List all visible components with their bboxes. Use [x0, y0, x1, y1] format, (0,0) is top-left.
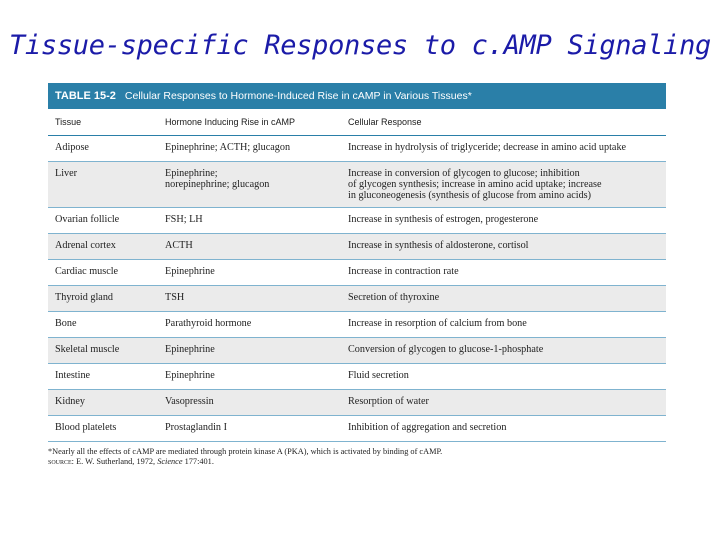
cell-response: Inhibition of aggregation and secretion — [341, 416, 666, 442]
column-header-response: Cellular Response — [341, 109, 666, 136]
data-table — [48, 83, 666, 467]
cell-response: Increase in hydrolysis of triglyceride; decrease in amino acid uptake — [341, 136, 666, 162]
cell-tissue: Bone — [48, 312, 158, 338]
source-ref: 177:401. — [184, 457, 214, 466]
cell-tissue: Kidney — [48, 390, 158, 416]
header-row — [48, 109, 666, 136]
cell-hormone: Parathyroid hormone — [158, 312, 341, 338]
table-row — [48, 312, 666, 338]
cell-tissue: Cardiac muscle — [48, 260, 158, 286]
table-row — [48, 416, 666, 442]
cell-response: Increase in synthesis of estrogen, progesterone — [341, 208, 666, 234]
column-header-hormone: Hormone Inducing Rise in cAMP — [158, 109, 341, 136]
cell-hormone: Epinephrine; norepinephrine; glucagon — [158, 162, 341, 208]
cell-tissue: Ovarian follicle — [48, 208, 158, 234]
table-number: TABLE 15-2 — [55, 90, 116, 102]
table-row — [48, 260, 666, 286]
table-row — [48, 364, 666, 390]
cell-hormone: ACTH — [158, 234, 341, 260]
source-line — [48, 457, 666, 467]
source-journal: Science — [157, 457, 183, 466]
cell-hormone: Epinephrine — [158, 338, 341, 364]
cell-tissue: Blood platelets — [48, 416, 158, 442]
source-author: E. W. Sutherland, 1972, — [76, 457, 156, 466]
cell-response: Increase in contraction rate — [341, 260, 666, 286]
cell-response: Increase in conversion of glycogen to glucose; inhibition of glycogen synthesis; increase in amino acid uptake; increase in gluconeogenesis (synthesis of glucose from amino acids) — [341, 162, 666, 208]
cell-response: Fluid secretion — [341, 364, 666, 390]
cell-response: Increase in resorption of calcium from bone — [341, 312, 666, 338]
column-header-tissue: Tissue — [48, 109, 158, 136]
cell-tissue: Adrenal cortex — [48, 234, 158, 260]
cell-response: Resorption of water — [341, 390, 666, 416]
table-row — [48, 162, 666, 208]
cell-hormone: TSH — [158, 286, 341, 312]
cell-hormone: Epinephrine — [158, 364, 341, 390]
table-row — [48, 136, 666, 162]
cell-hormone: Epinephrine; ACTH; glucagon — [158, 136, 341, 162]
cell-response: Secretion of thyroxine — [341, 286, 666, 312]
cell-hormone: FSH; LH — [158, 208, 341, 234]
slide-title: Tissue-specific Responses to c.AMP Signaling — [8, 30, 712, 61]
table-row — [48, 390, 666, 416]
cell-hormone: Prostaglandin I — [158, 416, 341, 442]
cell-tissue: Skeletal muscle — [48, 338, 158, 364]
table-banner — [48, 83, 666, 109]
response-table — [48, 109, 666, 442]
table-row — [48, 286, 666, 312]
cell-response: Conversion of glycogen to glucose-1-phosphate — [341, 338, 666, 364]
cell-tissue: Intestine — [48, 364, 158, 390]
cell-tissue: Adipose — [48, 136, 158, 162]
cell-tissue: Liver — [48, 162, 158, 208]
table-footnote — [48, 442, 666, 467]
table-row — [48, 234, 666, 260]
footnote-text: *Nearly all the effects of cAMP are mediated through protein kinase A (PKA), which is activated by binding of cAMP. — [48, 447, 443, 456]
cell-hormone: Epinephrine — [158, 260, 341, 286]
source-label: source: — [48, 457, 74, 466]
cell-response: Increase in synthesis of aldosterone, cortisol — [341, 234, 666, 260]
cell-tissue: Thyroid gland — [48, 286, 158, 312]
cell-hormone: Vasopressin — [158, 390, 341, 416]
table-row — [48, 338, 666, 364]
table-caption: Cellular Responses to Hormone-Induced Rise in cAMP in Various Tissues* — [124, 90, 472, 102]
table-row — [48, 208, 666, 234]
